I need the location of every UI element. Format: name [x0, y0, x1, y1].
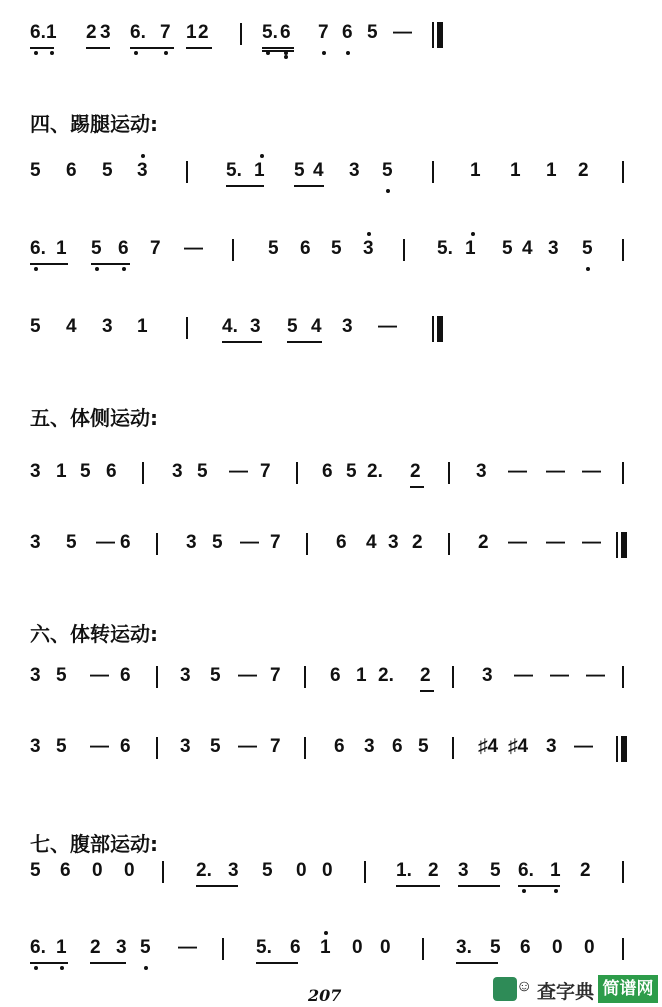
note: 5 [56, 665, 67, 686]
dash-extension: — [240, 532, 259, 553]
note: 3 [458, 860, 469, 881]
note: 3 [546, 736, 557, 757]
staff-line [0, 735, 662, 769]
dash-extension: — [238, 665, 257, 686]
dash-extension: — [508, 461, 527, 482]
note: 3 [186, 532, 197, 553]
note: 2 [578, 160, 589, 181]
note: 6. [518, 860, 534, 881]
note: 4 [311, 316, 322, 337]
note: 2 [90, 937, 101, 958]
rhythm-underline [222, 341, 262, 343]
note: 7 [270, 736, 281, 757]
note: 3 [116, 937, 127, 958]
note: 3 [30, 461, 41, 482]
note: 6 [280, 22, 291, 43]
dash-extension: — [582, 461, 601, 482]
site-logo-icon [493, 977, 517, 1001]
note: 6. [30, 238, 46, 259]
note: 1 [356, 665, 367, 686]
rhythm-underline [287, 341, 322, 343]
note: 5 [418, 736, 429, 757]
dash-extension: — [96, 532, 115, 553]
note: 6 [300, 238, 311, 259]
note: 6. [130, 22, 146, 43]
note: 5. [262, 22, 278, 43]
bar-line [240, 23, 242, 45]
note: 5. [256, 937, 272, 958]
rhythm-underline [30, 962, 68, 964]
note: 7 [270, 532, 281, 553]
note: 3 [30, 665, 41, 686]
bar-line [622, 666, 624, 688]
note: 3 [180, 736, 191, 757]
low-octave-dot [134, 51, 138, 55]
note: 4 [66, 316, 77, 337]
bar-line [432, 161, 434, 183]
note: 3 [482, 665, 493, 686]
note: 6. [30, 937, 46, 958]
note: 2. [196, 860, 212, 881]
note: 5 [30, 160, 41, 181]
mascot-icon: ☺ [516, 978, 533, 995]
dash-extension: — [184, 238, 203, 259]
note: 2. [367, 461, 383, 482]
low-octave-dot [95, 267, 99, 271]
note: 1 [510, 160, 521, 181]
rhythm-underline [396, 885, 440, 887]
note: 1 [320, 937, 331, 958]
note: 5 [56, 736, 67, 757]
note: 3 [180, 665, 191, 686]
note: 1 [186, 22, 197, 43]
note: 2 [412, 532, 423, 553]
low-octave-dot [266, 51, 270, 55]
note: 5 [287, 316, 298, 337]
note: 5 [346, 461, 357, 482]
note: 4 [313, 160, 324, 181]
note: 3 [30, 532, 41, 553]
note: 6 [60, 860, 71, 881]
note: 3 [250, 316, 261, 337]
bar-line [156, 737, 158, 759]
bar-line [186, 317, 188, 339]
note: 7 [150, 238, 161, 259]
bar-line [304, 666, 306, 688]
note: 1 [46, 22, 57, 43]
note: 6 [120, 532, 131, 553]
note: 1 [470, 160, 481, 181]
low-octave-dot [586, 267, 590, 271]
note: 6 [106, 461, 117, 482]
bar-line [162, 861, 164, 883]
dash-extension: — [582, 532, 601, 553]
bar-line [622, 938, 624, 960]
watermark-channel: 简谱网 [598, 975, 658, 1003]
bar-line [622, 239, 624, 261]
note: 3 [363, 238, 374, 259]
dash-extension: — [229, 461, 248, 482]
note: 3 [137, 160, 148, 181]
rhythm-underline [410, 486, 424, 488]
note: 5 [91, 238, 102, 259]
note: 5 [210, 736, 221, 757]
note: 1 [550, 860, 561, 881]
note: 3 [349, 160, 360, 181]
bar-line [296, 462, 298, 484]
high-octave-dot [471, 232, 475, 236]
note: 2 [198, 22, 209, 43]
staff-line [0, 460, 662, 494]
note: 5 [294, 160, 305, 181]
note: 5 [367, 22, 378, 43]
note: 5 [582, 238, 593, 259]
note: 1 [56, 238, 67, 259]
note: 5 [331, 238, 342, 259]
note: 5 [490, 937, 501, 958]
note: 3 [228, 860, 239, 881]
dash-extension: — [238, 736, 257, 757]
section-title: 六、体转运动: [30, 622, 158, 646]
note: 1 [465, 238, 476, 259]
dash-extension: — [586, 665, 605, 686]
bar-line [622, 462, 624, 484]
note: 1. [396, 860, 412, 881]
low-octave-dot [34, 966, 38, 970]
bar-line [622, 861, 624, 883]
note: 7 [318, 22, 329, 43]
note: 0 [124, 860, 135, 881]
rhythm-underline [86, 47, 110, 49]
note: 5 [140, 937, 151, 958]
note: 5 [66, 532, 77, 553]
note: 6 [120, 665, 131, 686]
note: 2 [410, 461, 421, 482]
rhythm-underline [226, 185, 264, 187]
high-octave-dot [260, 154, 264, 158]
bar-line [448, 462, 450, 484]
note: 2 [86, 22, 97, 43]
low-octave-dot [34, 267, 38, 271]
note: 2 [478, 532, 489, 553]
note: 6 [66, 160, 77, 181]
note: 6 [336, 532, 347, 553]
note: 5 [268, 238, 279, 259]
high-octave-dot [141, 154, 145, 158]
dash-extension: — [546, 461, 565, 482]
rhythm-underline [186, 47, 212, 49]
low-octave-dot [346, 51, 350, 55]
staff-line [0, 664, 662, 698]
rhythm-underline [196, 885, 238, 887]
low-octave-dot [34, 51, 38, 55]
dash-extension: — [90, 736, 109, 757]
note: 3 [102, 316, 113, 337]
dash-extension: — [378, 316, 397, 337]
note: 5 [262, 860, 273, 881]
rhythm-underline [456, 962, 498, 964]
bar-line [304, 737, 306, 759]
bar-line [156, 666, 158, 688]
note: 3 [172, 461, 183, 482]
dash-extension: — [574, 736, 593, 757]
staff-line [0, 21, 662, 55]
staff-line [0, 237, 662, 271]
note: 3 [364, 736, 375, 757]
note: ♯4 [478, 736, 499, 757]
note: 5. [226, 160, 242, 181]
low-octave-dot [554, 889, 558, 893]
bar-line [448, 533, 450, 555]
rhythm-underline [30, 47, 54, 49]
note: 5 [382, 160, 393, 181]
section-title: 四、踢腿运动: [30, 112, 158, 136]
rhythm-underline [420, 690, 434, 692]
note: 5 [102, 160, 113, 181]
note: 6 [520, 937, 531, 958]
note: 4 [366, 532, 377, 553]
note: 5 [490, 860, 501, 881]
note: 7 [270, 665, 281, 686]
rhythm-underline [294, 185, 324, 187]
note: 1 [254, 160, 265, 181]
rhythm-underline [30, 263, 68, 265]
note: 1 [56, 937, 67, 958]
note: 2. [378, 665, 394, 686]
note: ♯4 [508, 736, 529, 757]
bar-line [403, 239, 405, 261]
dash-extension: — [546, 532, 565, 553]
note: 6 [392, 736, 403, 757]
note: 3 [476, 461, 487, 482]
note: 0 [92, 860, 103, 881]
note: 6 [330, 665, 341, 686]
low-octave-dot [144, 966, 148, 970]
note: 6. [30, 22, 46, 43]
dash-extension: — [550, 665, 569, 686]
dash-extension: — [514, 665, 533, 686]
low-octave-dot [50, 51, 54, 55]
note: 5 [30, 860, 41, 881]
bar-line [222, 938, 224, 960]
note: 6 [322, 461, 333, 482]
note: 0 [352, 937, 363, 958]
note: 1 [56, 461, 67, 482]
note: 0 [552, 937, 563, 958]
site-watermark [493, 975, 661, 1005]
dash-extension: — [508, 532, 527, 553]
bar-line [232, 239, 234, 261]
rhythm-underline [130, 47, 174, 49]
section-title: 七、腹部运动: [30, 832, 158, 856]
dash-extension: — [90, 665, 109, 686]
low-octave-dot [122, 267, 126, 271]
note: 6 [290, 937, 301, 958]
note: 3 [548, 238, 559, 259]
note: 5 [210, 665, 221, 686]
rhythm-underline [91, 263, 130, 265]
bar-line [156, 533, 158, 555]
rhythm-underline [458, 885, 500, 887]
dash-extension: — [178, 937, 197, 958]
note: 5 [212, 532, 223, 553]
bar-line [306, 533, 308, 555]
note: 7 [160, 22, 171, 43]
note: 4. [222, 316, 238, 337]
rhythm-underline [90, 962, 126, 964]
staff-line [0, 936, 662, 970]
note: 5. [437, 238, 453, 259]
staff-line [0, 859, 662, 893]
rhythm-underline [256, 962, 298, 964]
note: 6 [342, 22, 353, 43]
note: 2 [420, 665, 431, 686]
note: 0 [296, 860, 307, 881]
low-octave-dot [60, 966, 64, 970]
note: 0 [322, 860, 333, 881]
bar-line [142, 462, 144, 484]
bar-line [452, 666, 454, 688]
staff-line [0, 159, 662, 193]
watermark-site-name: 查字典 [537, 981, 595, 1003]
staff-line [0, 531, 662, 565]
bar-line [186, 161, 188, 183]
note: 3. [456, 937, 472, 958]
note: 5 [80, 461, 91, 482]
note: 5 [197, 461, 208, 482]
note: 3 [388, 532, 399, 553]
bar-line [622, 161, 624, 183]
note: 1 [137, 316, 148, 337]
high-octave-dot [367, 232, 371, 236]
high-octave-dot [324, 931, 328, 935]
low-octave-dot [322, 51, 326, 55]
note: 3 [30, 736, 41, 757]
note: 6 [120, 736, 131, 757]
note: 2 [428, 860, 439, 881]
note: 7 [260, 461, 271, 482]
note: 6 [118, 238, 129, 259]
page-number: 207 [308, 986, 342, 1005]
low-octave-dot [386, 189, 390, 193]
note: 1 [546, 160, 557, 181]
note: 3 [342, 316, 353, 337]
bar-line [364, 861, 366, 883]
dash-extension: — [393, 22, 412, 43]
note: 3 [100, 22, 111, 43]
note: 0 [584, 937, 595, 958]
note: 4 [522, 238, 533, 259]
note: 2 [580, 860, 591, 881]
note: 0 [380, 937, 391, 958]
note: 5 [30, 316, 41, 337]
rhythm-underline [518, 885, 560, 887]
low-octave-dot [164, 51, 168, 55]
bar-line [422, 938, 424, 960]
rhythm-underline [262, 47, 294, 49]
note: 5 [502, 238, 513, 259]
bar-line [452, 737, 454, 759]
low-octave-dot [522, 889, 526, 893]
section-title: 五、体侧运动: [30, 406, 158, 430]
low-octave-dot [284, 55, 288, 59]
note: 6 [334, 736, 345, 757]
staff-line [0, 315, 662, 349]
